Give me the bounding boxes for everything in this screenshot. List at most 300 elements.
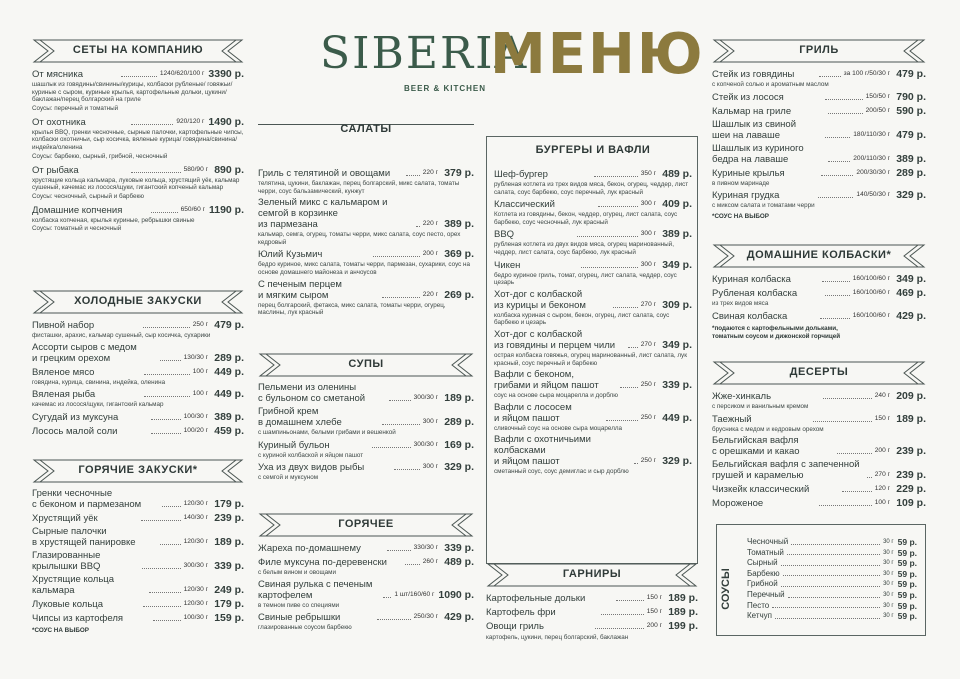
menu-item xyxy=(494,168,692,196)
section-sides xyxy=(486,562,698,642)
menu-item-name: Шашлык из свиной шеи на лаваше xyxy=(712,118,797,141)
section-header xyxy=(712,360,926,386)
sauce-price: 59 р. xyxy=(897,547,917,558)
menu-item-description: Котлета из говядины, бекон, чеддер, огурец, лист салата, соус барбекю, соус чесночный, лук красный xyxy=(494,211,678,226)
menu-item-weight: 150 г xyxy=(874,414,891,422)
menu-item xyxy=(494,434,692,476)
menu-item-price: 169 р. xyxy=(444,438,474,451)
menu-item-price: 449 р. xyxy=(662,411,692,424)
sauce-item xyxy=(747,579,917,590)
menu-item-row xyxy=(32,164,244,176)
menu-item-price: 189 р. xyxy=(444,392,475,404)
sauce-weight: 30 г xyxy=(883,581,894,588)
menu-item-row xyxy=(494,289,692,311)
section-title: ГОРЯЧЕЕ xyxy=(338,518,394,530)
menu-item xyxy=(258,542,474,554)
leader-dots xyxy=(601,614,644,615)
section-title: ДЕСЕРТЫ xyxy=(789,366,849,378)
menu-item-name: Глазированные крылышки BBQ xyxy=(32,550,101,572)
menu-item-row xyxy=(712,167,926,179)
sauce-item xyxy=(747,611,917,622)
menu-item-description: соус на основе сыра моцарелла и дорблю xyxy=(494,392,618,400)
menu-item-description: с белым вином и овощами xyxy=(258,569,337,576)
menu-item-price: 239 р. xyxy=(214,512,245,524)
menu-item-row xyxy=(32,574,244,596)
menu-item-weight: 120 г xyxy=(874,485,891,493)
menu-item-price: 239 р. xyxy=(896,445,927,458)
menu-item-weight: 160/100/60 г xyxy=(852,311,891,319)
menu-item xyxy=(32,388,244,409)
menu-item-sauces-note: Соусы: чесночный, сырный и барбекю xyxy=(32,192,144,200)
menu-item-row xyxy=(258,382,474,404)
menu-item-weight: 140/50/30 г xyxy=(856,191,890,199)
menu-item-name: Домашние копчения xyxy=(32,204,123,216)
menu-item-weight: за 100 г/50/30 г xyxy=(843,70,890,77)
menu-item-row xyxy=(32,550,244,572)
menu-item-weight: 200 г xyxy=(874,447,891,455)
menu-item-row xyxy=(494,434,692,467)
menu-item-weight: 250 г xyxy=(192,321,209,328)
sauce-price: 59 р. xyxy=(897,537,917,547)
menu-item-row xyxy=(494,228,692,240)
menu-item-price: 479 р. xyxy=(896,68,926,80)
leader-dots xyxy=(842,491,872,492)
leader-dots xyxy=(772,607,880,608)
menu-item-price: 469 р. xyxy=(896,287,927,299)
leader-dots xyxy=(160,544,181,545)
menu-item-name: BBQ xyxy=(494,229,515,241)
leader-dots xyxy=(825,99,863,100)
leader-dots xyxy=(131,124,173,125)
menu-item-name: Жареха по-домашнему xyxy=(258,543,361,554)
menu-item xyxy=(32,204,244,234)
leader-dots xyxy=(825,295,850,296)
menu-item-row xyxy=(712,497,926,509)
menu-item-row xyxy=(32,342,244,364)
menu-item-weight: 350 г xyxy=(640,170,657,177)
menu-item-price: 389 р. xyxy=(896,152,926,165)
leader-dots xyxy=(144,396,190,397)
menu-item-row xyxy=(32,388,244,400)
leader-dots xyxy=(819,505,872,506)
menu-item-name: Картофель фри xyxy=(486,607,556,618)
menu-item-sauces-note: Соусы: барбекю, сырный, грибной, чесночный xyxy=(32,152,168,160)
leader-dots xyxy=(577,236,637,237)
leader-dots xyxy=(131,172,180,173)
leader-dots xyxy=(613,307,637,308)
menu-item xyxy=(258,248,474,276)
menu-item-description: кальмар, семга, огурец, томаты черри, микс салата, соус песто, орех кедровый xyxy=(258,231,461,246)
menu-item-description: рубленая котлета из двух видов мяса, огурец маринованный, чеддер, лист салата, соус барбекю, лук красный xyxy=(494,241,674,256)
menu-item-description: колбаска куриная с сыром, бекон, огурец, лист салата, соус барбекю и цезарь xyxy=(494,311,670,327)
menu-item-row xyxy=(32,366,244,378)
section-desserts xyxy=(712,360,926,511)
menu-item-row xyxy=(258,279,474,301)
menu-item xyxy=(258,611,474,632)
leader-dots xyxy=(149,592,181,593)
section-footnote: *СОУС НА ВЫБОР xyxy=(712,212,769,220)
menu-item-name: Луковые кольца xyxy=(32,599,103,610)
menu-item-row xyxy=(32,512,244,524)
menu-item-price: 409 р. xyxy=(662,198,693,211)
leader-dots xyxy=(825,137,851,138)
menu-item-weight: 180/110/30 г xyxy=(853,130,890,138)
menu-item-weight: 260 г xyxy=(422,558,439,565)
menu-item-weight: 100 г xyxy=(874,499,890,507)
leader-dots xyxy=(382,424,420,425)
menu-item-name: Хот-дог с колбаской из говядины и перцем чили xyxy=(494,328,616,351)
menu-item-name: Таежный xyxy=(712,413,752,425)
menu-item xyxy=(712,119,926,141)
menu-item xyxy=(494,402,692,433)
menu-item-price: 289 р. xyxy=(896,166,926,179)
menu-item-description: в темном пиве со специями xyxy=(258,601,340,609)
leader-dots xyxy=(372,447,411,448)
leader-dots xyxy=(153,620,180,621)
menu-item-name: Куриные крылья xyxy=(712,167,785,179)
menu-item-weight: 300 г xyxy=(422,463,438,471)
menu-item-weight: 200/110/30 г xyxy=(853,154,890,162)
menu-item-price: 189 р. xyxy=(896,412,927,425)
menu-item-price: 269 р. xyxy=(444,288,475,301)
menu-item-name: Хрустящие кольца кальмара xyxy=(32,574,115,596)
menu-item-name: Мороженое xyxy=(712,498,764,510)
section-header xyxy=(258,512,474,538)
menu-item-name: Жже-хинкаль xyxy=(712,391,772,402)
sauce-price: 59 р. xyxy=(897,558,917,569)
menu-item-row xyxy=(258,167,474,179)
sauce-weight: 30 г xyxy=(883,570,894,577)
menu-item-weight: 250 г xyxy=(640,381,657,389)
menu-item-row xyxy=(258,406,474,428)
menu-item-weight: 100/30 г xyxy=(183,614,208,621)
section-grill xyxy=(712,38,926,221)
menu-item xyxy=(494,228,692,256)
menu-item-price: 449 р. xyxy=(214,388,245,401)
menu-item-price: 239 р. xyxy=(896,469,927,482)
section-title: СЕТЫ НА КОМПАНИЮ xyxy=(72,44,204,56)
menu-item-description: сливочный соус на основе сыра моцарелла xyxy=(494,424,623,432)
menu-item-price: 109 р. xyxy=(896,497,926,510)
leader-dots xyxy=(818,197,854,198)
menu-item-row xyxy=(712,68,926,80)
menu-item xyxy=(494,289,692,327)
leader-dots xyxy=(775,618,880,619)
menu-item-weight: 150 г xyxy=(646,594,662,601)
menu-item-name: Пельмени из оленины с бульоном со сметаной xyxy=(258,382,366,404)
menu-item-price: 189 р. xyxy=(668,592,698,604)
leader-dots xyxy=(828,113,862,114)
section-title: ГОРЯЧИЕ ЗАКУСКИ* xyxy=(78,464,198,476)
menu-item-description: бедро куриное гриль, томат, огурец, лист салата, чеддер, соус цезарь xyxy=(494,271,677,287)
menu-item xyxy=(258,382,474,404)
sauce-weight: 30 г xyxy=(883,549,894,556)
menu-item-name: Свиная колбаска xyxy=(712,310,788,322)
menu-item-row xyxy=(258,556,474,568)
sauce-item xyxy=(747,590,917,601)
leader-dots xyxy=(828,161,850,162)
menu-item-price: 429 р. xyxy=(896,309,927,322)
menu-item-weight: 240 г xyxy=(874,392,890,399)
menu-item-weight: 330/30 г xyxy=(413,544,439,551)
menu-item xyxy=(486,606,698,618)
menu-item-price: 309 р. xyxy=(662,298,693,311)
menu-item-row xyxy=(32,319,244,331)
menu-item-description: бедро куриное, микс салата, томаты черри, пармезан, сухарики, соус на основе домашнего майонеза и анчоусов xyxy=(258,261,471,276)
menu-item-price: 3390 р. xyxy=(208,68,245,80)
menu-item-description: с миксом салата и томатами черри xyxy=(712,202,815,210)
menu-item xyxy=(32,550,244,572)
sauce-name: Чесночный xyxy=(747,537,789,546)
section-header xyxy=(32,38,244,64)
section-header xyxy=(258,352,474,378)
leader-dots xyxy=(594,176,637,177)
menu-item-name: Классический xyxy=(494,199,555,211)
menu-item-name: Бельгийская вафля с орешками и какао xyxy=(712,435,800,458)
menu-item-name: Сырные палочки в хрустящей панировке xyxy=(32,526,136,548)
menu-item-weight: 100 г xyxy=(192,390,209,398)
menu-item-row xyxy=(258,461,474,473)
section-cold-snacks xyxy=(32,289,244,439)
menu-item xyxy=(712,459,926,481)
menu-item-weight: 300/30 г xyxy=(413,394,439,401)
menu-item-name: Хрустящий уёк xyxy=(32,513,98,524)
menu-item-row xyxy=(486,620,698,632)
menu-item-weight: 200 г xyxy=(646,622,662,629)
menu-item-price: 159 р. xyxy=(214,612,244,624)
menu-item-row xyxy=(494,198,692,210)
menu-item-row xyxy=(258,611,474,623)
menu-item-price: 249 р. xyxy=(214,584,245,596)
menu-item-weight: 150 г xyxy=(646,608,662,615)
sauce-price: 59 р. xyxy=(897,611,917,622)
menu-item-name: Стейк из лосося xyxy=(712,91,784,103)
brand-logo xyxy=(318,20,705,110)
menu-item-row xyxy=(712,459,926,481)
menu-item xyxy=(32,342,244,364)
menu-item-name: Вафли с лососем и яйцом пашот xyxy=(494,401,572,424)
menu-item-name: Вафли с беконом, грибами и яйцом пашот xyxy=(494,369,599,392)
menu-item-row xyxy=(32,526,244,548)
menu-item xyxy=(32,116,244,161)
leader-dots xyxy=(162,506,180,507)
menu-item-price: 389 р. xyxy=(214,410,245,423)
menu-item-price: 1190 р. xyxy=(208,203,245,216)
section-sets xyxy=(32,38,244,236)
menu-item-price: 449 р. xyxy=(214,365,245,378)
leader-dots xyxy=(383,597,391,598)
menu-item-weight: 250 г xyxy=(640,413,656,421)
menu-item-weight: 200 г xyxy=(422,250,438,258)
menu-item-name: Шашлык из куриного бедра на лаваше xyxy=(712,142,804,165)
menu-item xyxy=(258,406,474,437)
menu-item-name: Зеленый микс с кальмаром и семгой в корзинке из пармезана xyxy=(258,197,388,231)
leader-dots xyxy=(823,398,872,399)
menu-item-price: 329 р. xyxy=(444,461,474,474)
section-title: ДОМАШНИЕ КОЛБАСКИ* xyxy=(746,249,892,261)
leader-dots xyxy=(581,267,638,268)
menu-item-row xyxy=(712,287,926,299)
menu-item-row xyxy=(712,91,926,103)
menu-item-price: 1090 р. xyxy=(438,588,474,601)
menu-item xyxy=(32,366,244,387)
menu-item-weight: 650/60 г xyxy=(180,205,205,213)
menu-item-weight: 220 г xyxy=(422,169,438,176)
section-footnote: *подаются с картофельными дольками, томатным соусом и дижонской горчицей xyxy=(712,324,841,340)
menu-item xyxy=(712,91,926,103)
menu-item-sauces-note: Соусы: перечный и томатный xyxy=(32,104,119,112)
menu-item-weight: 120/30 г xyxy=(183,586,209,593)
menu-item xyxy=(486,592,698,604)
menu-item xyxy=(32,488,244,510)
leader-dots xyxy=(373,256,420,257)
menu-item xyxy=(32,164,244,201)
menu-item xyxy=(712,105,926,117)
leader-dots xyxy=(820,318,850,319)
menu-item-name: Ассорти сыров с медом и грецким орехом xyxy=(32,341,137,364)
menu-item-weight: 300/30 г xyxy=(183,562,208,569)
menu-item-price: 339 р. xyxy=(662,379,693,392)
menu-item-weight: 270 г xyxy=(640,340,657,348)
menu-item-row xyxy=(32,204,244,216)
menu-item-weight: 1 шт/160/60 г xyxy=(394,590,435,598)
menu-item-row xyxy=(258,248,474,260)
menu-item-row xyxy=(32,488,244,510)
menu-item-name: Чизкейк классический xyxy=(712,484,810,496)
menu-item-weight: 250/30 г xyxy=(413,613,438,621)
menu-item-row xyxy=(494,329,692,351)
menu-item-weight: 160/100/60 г xyxy=(852,275,890,282)
menu-item-name: Пивной набор xyxy=(32,320,95,331)
menu-item-weight: 300 г xyxy=(640,200,657,208)
section-title: БУРГЕРЫ И ВАФЛИ xyxy=(535,144,651,156)
sauce-price: 59 р. xyxy=(897,589,917,600)
menu-item-row xyxy=(712,119,926,141)
section-soups xyxy=(258,352,474,484)
menu-item-description: брусника с медом и кедровым орехом xyxy=(712,425,824,433)
section-header xyxy=(32,289,244,315)
menu-title: МЕНЮ xyxy=(490,22,705,87)
menu-item-description: из трех видов мяса xyxy=(712,300,769,307)
menu-item-weight: 580/90 г xyxy=(183,165,208,173)
leader-dots xyxy=(634,463,638,464)
menu-item-name: Лосось малой соли xyxy=(32,425,118,437)
menu-item xyxy=(712,189,926,210)
menu-item-row xyxy=(258,542,474,554)
menu-item-description: рубленая котлета из трех видов мяса, бекон, огурец, чеддер, лист салата, соус барбекю, соус перечный, лук красный xyxy=(494,181,689,196)
menu-item xyxy=(712,310,926,322)
menu-item-name: Рубленая колбаска xyxy=(712,288,798,299)
menu-item-name: Юлий Кузьмич xyxy=(258,249,323,261)
leader-dots xyxy=(143,327,189,328)
menu-item-price: 289 р. xyxy=(214,351,245,364)
menu-item-description: с шампиньонами, белыми грибами и вешенкой xyxy=(258,429,396,436)
leader-dots xyxy=(628,347,638,348)
menu-item-weight: 100/30 г xyxy=(183,412,209,420)
leader-dots xyxy=(822,281,850,282)
menu-item-row xyxy=(32,411,244,423)
menu-item-row xyxy=(486,592,698,604)
sauce-item xyxy=(747,601,917,612)
menu-item-description: с куриной колбаской и яйцом пашот xyxy=(258,451,364,459)
sauce-name: Барбекю xyxy=(747,568,780,578)
menu-item xyxy=(32,598,244,610)
section-header xyxy=(712,38,926,64)
sauce-name: Кетчуп xyxy=(747,611,773,621)
menu-item-price: 389 р. xyxy=(662,228,692,241)
menu-item-row xyxy=(32,598,244,610)
menu-item-name: Уха из двух видов рыбы xyxy=(258,462,365,474)
menu-item-weight: 130/30 г xyxy=(183,353,209,361)
section-title: ХОЛОДНЫЕ ЗАКУСКИ xyxy=(74,295,202,307)
menu-item-weight: 140/30 г xyxy=(183,514,209,521)
leader-dots xyxy=(144,374,190,375)
menu-item-weight: 120/30 г xyxy=(183,500,208,507)
menu-item-weight: 120/30 г xyxy=(183,600,208,607)
menu-item-row xyxy=(712,435,926,457)
menu-item xyxy=(712,413,926,434)
menu-item-row xyxy=(258,579,474,601)
leader-dots xyxy=(151,433,181,434)
leader-dots xyxy=(783,575,881,576)
menu-item-name: Овощи гриль xyxy=(486,621,544,632)
menu-item-name: Куриная грудка xyxy=(712,190,780,202)
menu-item-row xyxy=(494,168,692,180)
menu-item-price: 379 р. xyxy=(444,167,474,179)
menu-item xyxy=(712,483,926,495)
menu-item-price: 389 р. xyxy=(444,218,474,231)
menu-item-name: Свиные ребрышки xyxy=(258,612,341,624)
menu-item-description: телятина, цукини, баклажан, перец болгарский, микс салата, томаты черри, соус бальзамический, кунжут xyxy=(258,180,460,195)
menu-item xyxy=(712,497,926,509)
menu-item-price: 179 р. xyxy=(214,498,244,510)
sauce-weight: 30 г xyxy=(883,602,894,609)
section-title: САЛАТЫ xyxy=(340,123,392,135)
menu-item-weight: 300 г xyxy=(422,418,438,425)
menu-item-description: качемас из лосося/щуки, гигантский кальмар xyxy=(32,401,164,409)
menu-item xyxy=(494,198,692,226)
menu-item-price: 590 р. xyxy=(896,104,927,117)
menu-item xyxy=(258,167,474,195)
menu-item-weight: 120/30 г xyxy=(183,538,208,545)
menu-item-description: шашлык из говядины/свинины/курицы, колбаски рубленые/ говяжьи/куриные с сыром, куриные крылья, картофельные дольки, цукини/баклажан/перец болгарский на гриле xyxy=(32,81,233,104)
menu-item xyxy=(712,390,926,411)
menu-item-description: сметанный соус, соус демиглас и сыр дорблю xyxy=(494,468,629,476)
menu-item-description: хрустящие кольца кальмара, луковые кольца, хрустящий уёк, кальмар сушеный, качемас из лосося/щуки, гигантский копченый кальмар xyxy=(32,176,240,192)
menu-item xyxy=(494,259,692,287)
menu-item-description: с копченой солью и ароматным маслом xyxy=(712,81,829,88)
leader-dots xyxy=(387,550,410,551)
sauce-weight: 30 г xyxy=(883,613,894,620)
menu-item-description: глазированные соусом барбекю xyxy=(258,624,352,632)
menu-item xyxy=(712,167,926,188)
menu-item-weight: 300 г xyxy=(640,230,656,238)
menu-item xyxy=(494,369,692,400)
leader-dots xyxy=(781,586,880,587)
sauce-name: Перечный xyxy=(747,589,785,599)
menu-item-name: Вафли с охотничьими колбасками и яйцом пашот xyxy=(494,434,591,468)
menu-item-weight: 100/20 г xyxy=(183,426,209,434)
menu-item-price: 189 р. xyxy=(668,606,698,618)
menu-item-price: 369 р. xyxy=(444,248,474,261)
menu-item-row xyxy=(712,189,926,201)
menu-item-name: Грибной крем в домашнем хлебе xyxy=(258,406,342,428)
menu-item-weight: 300/30 г xyxy=(413,440,438,448)
menu-item-name: Сугудай из муксуна xyxy=(32,411,119,423)
menu-item xyxy=(712,435,926,457)
menu-item-row xyxy=(712,105,926,117)
menu-item-name: Картофельные дольки xyxy=(486,593,586,604)
